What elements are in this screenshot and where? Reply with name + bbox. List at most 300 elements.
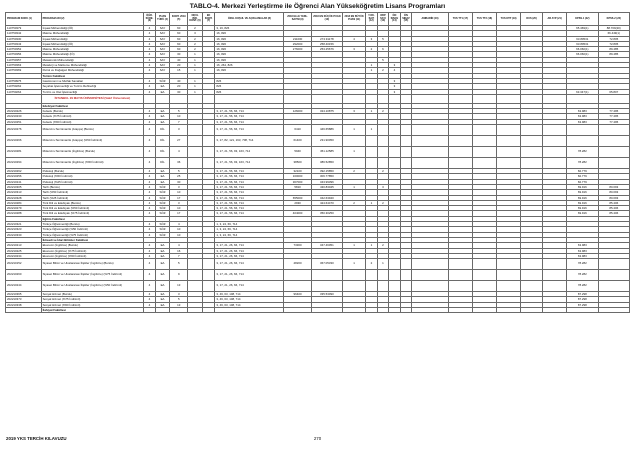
table-cell: 306.77850 — [311, 174, 342, 179]
table-cell: 77.495 — [598, 114, 629, 119]
table-cell — [366, 158, 378, 169]
table-cell: 30 — [170, 179, 188, 184]
table-cell: 89.485 — [598, 47, 629, 52]
table-cell: 4 — [144, 179, 156, 184]
table-cell: EA — [155, 259, 170, 270]
empty-cell — [144, 307, 156, 312]
table-cell — [412, 125, 449, 136]
table-cell: 4 — [144, 136, 156, 147]
table-cell — [412, 136, 449, 147]
program-name-cell: Makine Mühendisliği — [41, 31, 144, 36]
table-cell: 4 — [144, 109, 156, 114]
program-code-cell: 110750352 — [6, 47, 42, 52]
table-cell: 80.093 — [598, 190, 629, 195]
table-cell: 4 — [144, 259, 156, 270]
program-code-cell: 110750379 — [6, 26, 42, 31]
table-cell: 2 — [188, 26, 203, 31]
table-cell: 40 — [170, 57, 188, 62]
table-cell: 3, 46, 63, 108, 714 — [215, 302, 284, 307]
table-cell — [389, 270, 401, 281]
table-cell — [598, 158, 629, 169]
program-name-cell: Mütercim-Tercümanlık (İngilizce) (%50 İndirimli) — [41, 158, 144, 169]
empty-cell — [543, 307, 567, 312]
table-cell — [284, 270, 311, 281]
program-code-cell: 110750342 — [6, 31, 42, 36]
empty-cell — [377, 94, 389, 103]
table-cell: 3 — [343, 109, 366, 114]
table-cell: SÖZ — [155, 190, 170, 195]
table-cell: 6410 — [284, 125, 311, 136]
table-cell: 2 — [377, 169, 389, 174]
table-cell — [377, 147, 389, 158]
table-cell: 4 — [144, 36, 156, 41]
table-cell: 16, 826 — [215, 52, 284, 57]
table-cell — [472, 270, 496, 281]
table-cell: 1 — [366, 63, 378, 68]
table-cell — [400, 281, 412, 292]
column-header: 2018 ELLE YERL. SAYISI (9) — [284, 13, 311, 26]
table-cell — [400, 158, 412, 169]
table-cell: 85.406 — [598, 211, 629, 216]
program-name-cell: Mekatronik Mühendisliği — [41, 57, 144, 62]
table-cell — [472, 125, 496, 136]
table-cell: 3, 17, 21, 56, 66, 714 — [215, 200, 284, 205]
table-cell: 4 — [170, 147, 188, 158]
table-cell: 430.83045 — [311, 184, 342, 189]
table-cell: 80.093 — [598, 184, 629, 189]
table-cell: 77.495 — [598, 109, 629, 114]
table-cell: 3 — [343, 47, 366, 52]
empty-cell — [215, 94, 284, 103]
table-cell — [543, 158, 567, 169]
program-code-cell: 202210321 — [6, 222, 42, 227]
table-cell: SÖZ — [155, 206, 170, 211]
table-cell: SAY — [155, 41, 170, 46]
table-cell: 63.347(1) — [567, 89, 598, 94]
table-cell: 69.916 — [567, 211, 598, 216]
table-cell: 4 — [144, 114, 156, 119]
table-cell: 1 — [188, 78, 203, 83]
table-cell — [496, 259, 520, 270]
table-cell: 3 — [389, 84, 401, 89]
table-cell — [448, 281, 472, 292]
empty-cell — [366, 307, 378, 312]
table-cell — [202, 270, 215, 281]
program-code-cell: 110750343 — [6, 41, 42, 46]
column-header: AMBARİN (16) — [412, 13, 449, 26]
program-code-cell: 202210373 — [6, 297, 42, 302]
table-cell: 4 — [144, 78, 156, 83]
table-cell: 87.298 — [567, 302, 598, 307]
table-cell: SÖZ — [155, 222, 170, 227]
empty-cell — [412, 94, 449, 103]
table-cell — [400, 259, 412, 270]
program-code-cell: 110750262 — [6, 84, 42, 89]
table-cell — [412, 158, 449, 169]
table-cell: 4 — [144, 227, 156, 232]
empty-cell — [6, 94, 42, 103]
empty-cell — [215, 307, 284, 312]
table-cell: 2 — [366, 47, 378, 52]
table-cell: 4 — [144, 158, 156, 169]
table-cell: 63.80531 — [567, 41, 598, 46]
table-cell: 10 — [170, 232, 188, 237]
table-cell — [521, 270, 543, 281]
table-cell: 231.90050 — [311, 136, 342, 147]
table-row — [6, 259, 630, 270]
table-cell — [389, 125, 401, 136]
program-name-cell: Sosyal Hizmet (%50 İndirimli) — [41, 302, 144, 307]
table-cell: 276000 — [284, 47, 311, 52]
table-cell: 5 — [170, 109, 188, 114]
table-cell — [202, 125, 215, 136]
column-header: PROGRAM KODU (1) — [6, 13, 42, 26]
empty-cell — [188, 307, 203, 312]
empty-cell — [311, 307, 342, 312]
program-code-cell: 202210284 — [6, 200, 42, 205]
program-name-cell: Türk Dili ve Edebiyatı (%50 İndirimli) — [41, 206, 144, 211]
table-cell: 66.449(1) — [598, 31, 629, 36]
table-cell: 424.64470 — [311, 200, 342, 205]
table-cell: 392.15850 — [311, 169, 342, 174]
table-cell: 5 — [170, 259, 188, 270]
program-code-cell: 202210305 — [6, 184, 42, 189]
table-cell: SAY — [155, 47, 170, 52]
table-cell: 66.060(1) — [567, 47, 598, 52]
table-cell — [366, 281, 378, 292]
program-code-cell: 202210313 — [6, 190, 42, 195]
table-cell — [472, 259, 496, 270]
table-cell: EA — [155, 297, 170, 302]
faculty-name: İktisadi ve İdari Bilimler Fakültesi — [41, 237, 144, 242]
program-code-cell: 202210262 — [6, 169, 42, 174]
table-cell: 78.282 — [567, 158, 598, 169]
table-cell — [598, 125, 629, 136]
table-cell: 65.469(1) — [567, 26, 598, 31]
table-cell — [567, 125, 598, 136]
table-header-row — [6, 13, 630, 26]
table-cell: 63.983 — [567, 114, 598, 119]
table-cell — [389, 147, 401, 158]
table-cell: 60 — [170, 26, 188, 31]
table-cell: 826 — [215, 89, 284, 94]
program-code-cell: 110750357 — [6, 57, 42, 62]
table-cell: 85.406 — [598, 206, 629, 211]
table-cell — [400, 136, 412, 147]
table-cell: 2 — [343, 169, 366, 174]
program-code-cell: 110750363 — [6, 63, 42, 68]
table-cell — [343, 281, 366, 292]
program-code-cell: 110750264 — [6, 89, 42, 94]
table-cell: 3, 17, 21, 26, 66, 714 — [215, 270, 284, 281]
table-cell: 27 — [170, 136, 188, 147]
table-cell: 4 — [144, 169, 156, 174]
table-row — [6, 125, 630, 136]
table-cell — [543, 136, 567, 147]
table-cell: 4 — [144, 68, 156, 73]
faculty-name: Turizm Fakültesi — [41, 73, 144, 78]
program-code-cell: 202210241 — [6, 179, 42, 184]
table-cell: 1 — [343, 147, 366, 158]
table-cell: 4 — [144, 232, 156, 237]
table-cell: 3, 17, 21, 56, 93, 163, 714 — [215, 147, 284, 158]
table-cell: 66.060(1) — [567, 52, 598, 57]
program-code-cell: 202210226 — [6, 109, 42, 114]
table-row — [6, 136, 630, 147]
empty-cell — [496, 94, 520, 103]
table-cell: EA — [155, 84, 170, 89]
program-name-cell: Petrol ve Doğalgaz Mühendisliği — [41, 68, 144, 73]
table-cell — [188, 136, 203, 147]
empty-cell — [6, 307, 42, 312]
table-cell: 274.91178 — [311, 36, 342, 41]
table-cell: 1 — [343, 259, 366, 270]
table-cell: 1 — [366, 68, 378, 73]
empty-cell — [598, 94, 629, 103]
program-code-cell: 202210328 — [6, 195, 42, 200]
table-cell: 4 — [144, 47, 156, 52]
table-cell: 5 — [377, 57, 389, 62]
table-cell: 3, 17, 21, 26, 66, 714 — [215, 259, 284, 270]
empty-cell — [567, 94, 598, 103]
table-cell: EA — [155, 114, 170, 119]
table-cell: 16 — [170, 248, 188, 253]
table-cell — [598, 136, 629, 147]
table-cell: 3 — [377, 184, 389, 189]
empty-cell — [170, 307, 188, 312]
program-code-cell: 202210256 — [6, 174, 42, 179]
table-cell: EA — [155, 174, 170, 179]
program-name-cell: Tarih (%50 İndirimli) — [41, 190, 144, 195]
program-code-cell: 202210260 — [6, 270, 42, 281]
table-cell — [202, 259, 215, 270]
column-header: DUS (20) — [521, 13, 543, 26]
table-cell: 4 — [144, 248, 156, 253]
table-cell: 1, 3, 24, 66, 714 — [215, 232, 284, 237]
table-cell: SAY — [155, 57, 170, 62]
table-cell: 36 — [170, 158, 188, 169]
table-cell: 5810 — [284, 184, 311, 189]
table-cell: SAY — [155, 63, 170, 68]
table-cell: 3, 16, 826 — [215, 26, 284, 31]
program-name-cell: Seyahat İşletmeciliği ve Turizm Rehberliği — [41, 84, 144, 89]
program-name-cell: Türkçe Öğretmenliği (%75 İndirimli) — [41, 232, 144, 237]
table-cell — [343, 158, 366, 169]
table-cell — [389, 259, 401, 270]
table-cell: 63.983 — [567, 243, 598, 248]
table-cell: 4 — [144, 184, 156, 189]
table-cell: 15 — [170, 68, 188, 73]
table-cell: 61400 — [284, 136, 311, 147]
table-cell: 343.99396 — [311, 179, 342, 184]
table-cell: 32100 — [284, 169, 311, 174]
table-cell: 78.282 — [567, 259, 598, 270]
table-cell: EA — [155, 248, 170, 253]
empty-cell — [567, 307, 598, 312]
table-cell: 60 — [170, 36, 188, 41]
column-header: ÖN SINAV (14) — [389, 13, 401, 26]
table-cell: 3, 17, 21, 56, 66, 714 — [215, 179, 284, 184]
table-cell: 1 — [377, 259, 389, 270]
empty-cell — [389, 94, 401, 103]
table-cell: 63.983 — [567, 253, 598, 258]
table-cell: 5 — [170, 297, 188, 302]
table-row — [6, 281, 630, 292]
table-cell: 3 — [366, 36, 378, 41]
table-cell — [521, 259, 543, 270]
table-cell: 4 — [144, 190, 156, 195]
table-cell — [543, 281, 567, 292]
table-cell: DİL — [155, 147, 170, 158]
table-cell: 10 — [170, 206, 188, 211]
table-cell — [496, 125, 520, 136]
table-cell: DİL — [155, 125, 170, 136]
table-cell: 5 — [377, 36, 389, 41]
table-cell: 16, 264, 826 — [215, 63, 284, 68]
table-cell: EA — [155, 253, 170, 258]
table-cell: 78.282 — [567, 270, 598, 281]
table-cell: 20 — [170, 63, 188, 68]
table-cell: 17 — [170, 211, 188, 216]
table-cell: 1 — [188, 89, 203, 94]
column-header: ÖĞR. SÜRE. (3) — [144, 13, 156, 26]
table-cell: 69.916 — [567, 195, 598, 200]
empty-cell — [543, 94, 567, 103]
table-cell: 72.805 — [598, 41, 629, 46]
program-name-cell: Turizm ve Otel İşletmeciliği — [41, 89, 144, 94]
table-cell: 3, 46, 63, 108, 714 — [215, 297, 284, 302]
table-cell: 2 — [377, 109, 389, 114]
table-cell: 80.093 — [598, 195, 629, 200]
table-cell: 69.916 — [567, 206, 598, 211]
table-cell: 63.983 — [567, 248, 598, 253]
table-cell: 126000 — [284, 109, 311, 114]
table-cell — [188, 125, 203, 136]
table-cell: 2 — [366, 259, 378, 270]
table-cell — [543, 259, 567, 270]
table-cell: 48200 — [284, 259, 311, 270]
table-cell: 4 — [389, 68, 401, 73]
program-code-cell: 202210213 — [6, 243, 42, 248]
table-cell: SAY — [155, 52, 170, 57]
table-cell: 253.25676 — [311, 47, 342, 52]
table-cell: 4 — [144, 195, 156, 200]
table-cell — [343, 270, 366, 281]
table-cell: 4 — [144, 200, 156, 205]
program-code-cell: 202210225 — [6, 248, 42, 253]
table-cell — [448, 136, 472, 147]
program-code-cell: 202210365 — [6, 292, 42, 297]
page-number: 270 — [313, 436, 322, 441]
table-cell — [389, 158, 401, 169]
table-cell — [448, 270, 472, 281]
program-name-cell: Mütercim-Tercümanlık (İngilizce) (Burslu) — [41, 147, 144, 158]
table-cell — [188, 147, 203, 158]
program-code-cell: 202210230 — [6, 114, 42, 119]
table-cell — [412, 259, 449, 270]
table-cell — [496, 158, 520, 169]
table-cell: 4 — [144, 174, 156, 179]
column-header: PUAN TÜRÜ (4) — [155, 13, 170, 26]
program-name-cell: Gastronomi ve Mutfak Sanatları — [41, 78, 144, 83]
table-cell: 2 — [377, 200, 389, 205]
table-cell — [202, 136, 215, 147]
empty-cell — [188, 94, 203, 103]
table-cell — [448, 259, 472, 270]
table-cell: EA — [155, 302, 170, 307]
table-cell: 78.282 — [567, 281, 598, 292]
table-cell: 7 — [170, 253, 188, 258]
table-cell — [472, 158, 496, 169]
faculty-name: İlahiyat Fakültesi — [41, 307, 144, 312]
table-cell: 3 — [188, 31, 203, 36]
column-header: ÖN SINAV (15) — [400, 13, 412, 26]
program-name-cell: Türk Dili ve Edebiyatı (Burslu) — [41, 200, 144, 205]
table-cell: 4 — [144, 26, 156, 31]
table-cell — [496, 136, 520, 147]
table-cell — [521, 136, 543, 147]
table-cell — [377, 125, 389, 136]
table-cell — [377, 158, 389, 169]
table-cell: 4 — [144, 243, 156, 248]
table-cell: 160000 — [284, 174, 311, 179]
table-cell — [598, 281, 629, 292]
guide-footer-label: 2019 YKS TERCİH KILAVUZU — [6, 436, 67, 441]
table-cell — [412, 270, 449, 281]
empty-cell — [598, 307, 629, 312]
table-cell — [543, 147, 567, 158]
table-cell: 60 — [170, 41, 188, 46]
table-cell: 3 — [389, 63, 401, 68]
table-cell — [521, 125, 543, 136]
table-cell: 451.12585 — [311, 147, 342, 158]
table-cell — [343, 136, 366, 147]
table-cell — [412, 147, 449, 158]
table-cell — [598, 147, 629, 158]
table-cell — [521, 281, 543, 292]
table-cell: 4 — [144, 297, 156, 302]
table-cell — [284, 281, 311, 292]
table-cell: 347.46051 — [311, 243, 342, 248]
table-cell: 3, 17, 21, 26, 66, 714 — [215, 243, 284, 248]
program-code-cell: 202210288 — [6, 211, 42, 216]
table-cell — [389, 281, 401, 292]
table-cell: 3, 17, 21, 56, 93, 163, 714 — [215, 158, 284, 169]
program-code-cell: 202210234 — [6, 253, 42, 258]
program-code-cell: 202210152 — [6, 259, 42, 270]
table-cell: 3, 17, 21, 26, 66, 714 — [215, 281, 284, 292]
table-cell: 3, 17, 21, 26, 66, 714 — [215, 248, 284, 253]
table-cell: 13 — [170, 281, 188, 292]
table-cell: 16, 826 — [215, 57, 284, 62]
table-cell: 2 — [343, 200, 366, 205]
table-cell: DİL — [155, 136, 170, 147]
table-cell: 1, 3, 24, 66, 714 — [215, 227, 284, 232]
program-code-cell: 202210279 — [6, 206, 42, 211]
table-cell: 82.779 — [567, 169, 598, 174]
table-cell: 3, 17, 21, 56, 66, 714 — [215, 184, 284, 189]
table-cell — [377, 281, 389, 292]
empty-cell — [202, 94, 215, 103]
table-cell — [202, 158, 215, 169]
table-cell: 9 — [170, 270, 188, 281]
table-cell: 30 — [170, 89, 188, 94]
programs-table — [5, 12, 630, 313]
program-name-cell: Sosyal Hizmet (%75 İndirimli) — [41, 297, 144, 302]
table-cell: 4 — [144, 125, 156, 136]
table-cell: 3, 17, 21, 56, 66, 714 — [215, 174, 284, 179]
table-row — [6, 270, 630, 281]
